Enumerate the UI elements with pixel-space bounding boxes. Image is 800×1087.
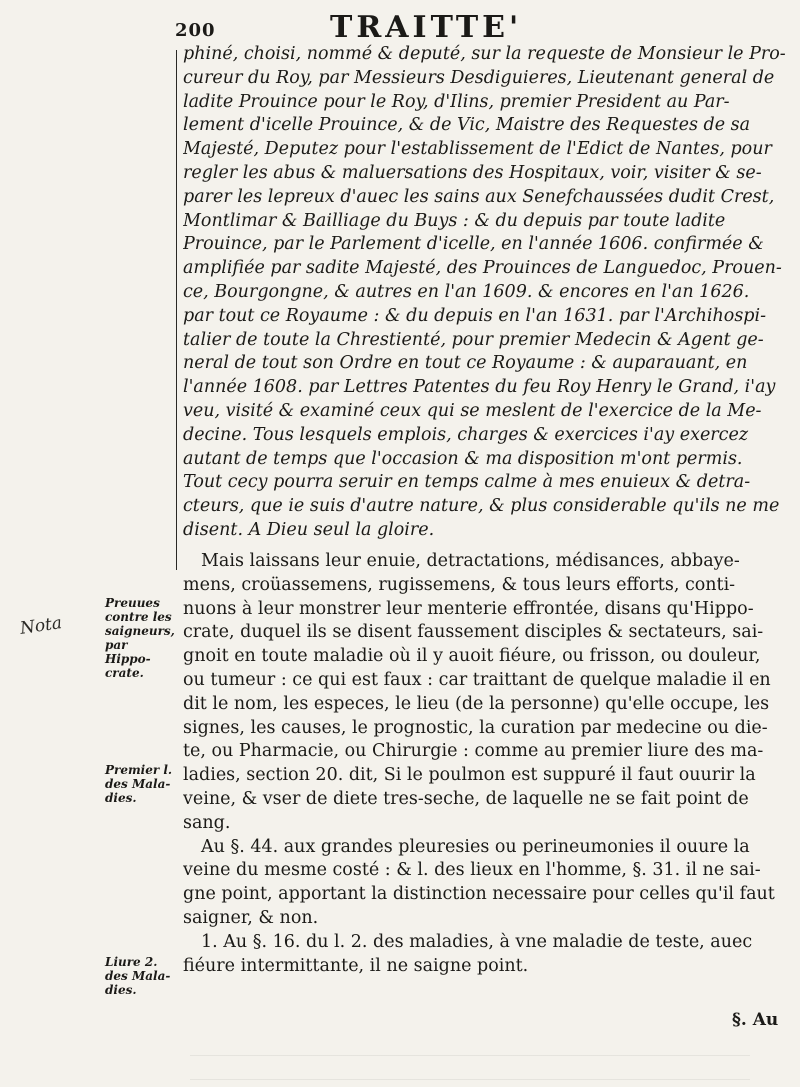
- quotation-line: cureur du Roy, par Messieurs Desdiguieres, Lieutenant general de: [183, 67, 775, 88]
- quotation-line: Majesté, Deputez pour l'establissement de l'Edict de Nantes, pour: [183, 139, 772, 160]
- body-line: veine, & vser de diete tres-seche, de laquelle ne se fait point de: [183, 788, 749, 809]
- body-line: gnoit en toute maladie où il y auoit fiéure, ou frisson, ou douleur,: [183, 646, 761, 667]
- catchword: §. Au: [732, 1010, 779, 1030]
- quotation-block: [183, 43, 795, 543]
- handwritten-annotation: Nota: [18, 613, 64, 639]
- quotation-rule: [176, 50, 177, 570]
- body-line: veine du mesme costé : & l. des lieux en l'homme, §. 31. il ne sai-: [183, 860, 761, 881]
- quotation-line: neral de tout son Ordre en tout ce Royaume : & auparauant, en: [183, 353, 748, 374]
- body-line: 1. Au §. 16. du l. 2. des maladies, à vne maladie de teste, auec: [201, 931, 753, 952]
- margin-note-line: par Hippo-: [105, 638, 151, 666]
- margin-note-line: dies.: [105, 791, 137, 805]
- margin-note-line: contre les: [105, 610, 172, 624]
- quotation-line: amplifiée par sadite Majesté, des Prouinces de Languedoc, Prouen-: [183, 258, 782, 279]
- quotation-line: disent. A Dieu seul la gloire.: [183, 519, 435, 540]
- quotation-line: ladite Prouince pour le Roy, d'Ilins, premier President au Par-: [183, 91, 730, 112]
- quotation-line: Tout cecy pourra seruir en temps calme à mes enuieux & detra-: [183, 472, 751, 493]
- margin-note-line: Premier l.: [105, 763, 173, 777]
- body-line: Au §. 44. aux grandes pleuresies ou perineumonies il ouure la: [201, 836, 750, 857]
- body-line: ou tumeur : ce qui est faux : car traittant de quelque maladie il en: [183, 669, 771, 690]
- margin-note-liure-2: [105, 955, 177, 997]
- running-head: TRAITTE': [330, 10, 523, 45]
- quotation-line: parer les lepreux d'auec les sains aux Senefchaussées dudit Crest,: [183, 186, 775, 207]
- body-line: signes, les causes, le prognostic, la curation par medecine ou die-: [183, 717, 768, 738]
- quotation-line: par tout ce Royaume : & du depuis en l'an 1631. par l'Archihospi-: [183, 305, 767, 326]
- margin-note-premier-liure: [105, 763, 177, 805]
- body-line: crate, duquel ils se disent faussement disciples & sectateurs, sai-: [183, 622, 764, 643]
- body-line: Mais laissans leur enuie, detractations, médisances, abbaye-: [201, 551, 740, 571]
- body-line: nuons à leur monstrer leur menterie effrontée, disans qu'Hippo-: [183, 598, 754, 619]
- show-through-texture: [190, 1040, 750, 1080]
- body-line: saigner, & non.: [183, 907, 319, 928]
- body-line: mens, croüassemens, rugissemens, & tous leurs efforts, conti-: [183, 574, 736, 595]
- quotation-line: talier de toute la Chrestienté, pour premier Medecin & Agent ge-: [183, 329, 764, 350]
- margin-note-line: des Mala-: [105, 969, 171, 983]
- quotation-line: lement d'icelle Prouince, & de Vic, Maistre des Requestes de sa: [183, 115, 751, 136]
- quotation-line: phiné, choisi, nommé & deputé, sur la requeste de Monsieur le Pro-: [183, 44, 786, 64]
- quotation-line: ce, Bourgongne, & autres en l'an 1609. & encores en l'an 1626.: [183, 281, 750, 302]
- quotation-line: autant de temps que l'occasion & ma disposition m'ont permis.: [183, 448, 743, 469]
- margin-note-line: Liure 2.: [105, 955, 158, 969]
- margin-note-line: saigneurs,: [105, 624, 175, 638]
- page-number: 200: [175, 20, 216, 41]
- body-line: ladies, section 20. dit, Si le poulmon est suppuré il faut ouurir la: [183, 765, 756, 786]
- quotation-line: Montlimar & Bailliage du Buys : & du depuis par toute ladite: [183, 210, 726, 231]
- quotation-line: cteurs, que ie suis d'autre nature, & plus considerable qu'ils ne me: [183, 496, 780, 517]
- body-line: sang.: [183, 812, 231, 833]
- quotation-line: decine. Tous lesquels emplois, charges & exercices i'ay exercez: [183, 424, 749, 445]
- margin-note-preuues: [105, 596, 177, 680]
- quotation-line: veu, visité & examiné ceux qui se meslent de l'exercice de la Me-: [183, 400, 762, 421]
- body-line: te, ou Pharmacie, ou Chirurgie : comme au premier liure des ma-: [183, 741, 764, 762]
- body-line: dit le nom, les especes, le lieu (de la personne) qu'elle occupe, les: [183, 693, 770, 714]
- body-text: [183, 550, 795, 978]
- margin-note-line: crate.: [105, 666, 144, 680]
- quotation-line: regler les abus & maluersations des Hospitaux, voir, visiter & se-: [183, 162, 762, 183]
- quotation-line: Prouince, par le Parlement d'icelle, en l'année 1606. confirmée &: [183, 234, 764, 255]
- body-line: fiéure intermittante, il ne saigne point.: [183, 955, 529, 976]
- margin-note-line: dies.: [105, 983, 137, 997]
- margin-note-line: Preuues: [105, 596, 160, 610]
- quotation-line: l'année 1608. par Lettres Patentes du feu Roy Henry le Grand, i'ay: [183, 377, 776, 398]
- body-line: gne point, apportant la distinction necessaire pour celles qu'il faut: [183, 884, 775, 905]
- margin-note-line: des Mala-: [105, 777, 171, 791]
